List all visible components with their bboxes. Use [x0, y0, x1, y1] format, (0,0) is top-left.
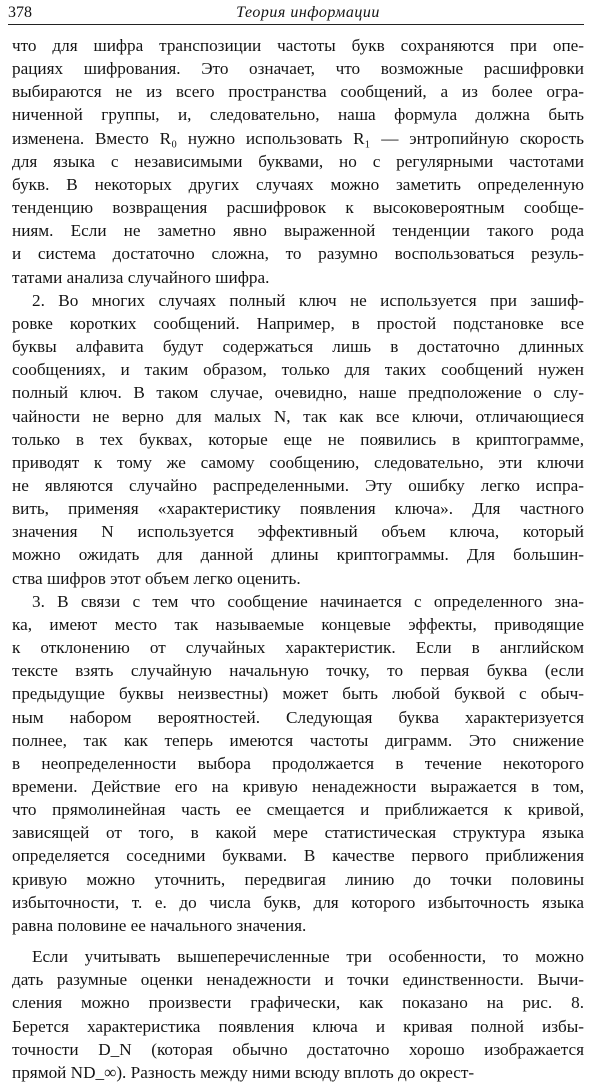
text-line: ства шифров этот объем легко оценить.: [12, 568, 301, 588]
text-line: для языка с независимыми буквами, но с регулярными частотами: [12, 151, 584, 171]
text-line: равна половине ее начального значения.: [12, 915, 307, 935]
text-line: чайности не верно для малых N, так как все ключи, отличающиеся: [12, 406, 584, 426]
text-line: полный ключ. В таком случае, очевидно, наше предположение о слу-: [12, 383, 584, 403]
text-line: и система достаточно сложна, то разумно воспользоваться резуль-: [12, 244, 584, 264]
text-line: что прямолинейная часть ее смещается и приближается к кривой,: [12, 800, 584, 820]
text-line: приводят к тому же самому сообщению, следовательно, эти ключи: [12, 452, 584, 472]
text-line: что для шифра транспозиции частоты букв сохраняются при опе-: [12, 36, 584, 55]
text-line: Если учитывать вышеперечисленные три особенности, то можно: [32, 947, 584, 967]
text-line: изменена. Вместо R₀ нужно использовать R₁ — энтропийную скорость: [12, 128, 584, 148]
text-line: букв. В некоторых других случаях можно заметить определенную: [12, 174, 584, 194]
text-line: избыточности, т. е. до числа букв, для которого избыточность языка: [12, 892, 584, 912]
paragraph-2: [12, 289, 584, 590]
text-line: тексте взять случайную начальную точку, то первая буква (если: [12, 661, 584, 681]
text-line: предыдущие буквы неизвестны) может быть любой буквой с обыч-: [12, 684, 584, 704]
text-line: прямой ND_∞). Разность между ними всюду вплоть до окрест-: [12, 1062, 475, 1082]
text-line: 3. В связи с тем что сообщение начинается с определенного зна-: [32, 591, 584, 611]
text-line: ниченной группы, и, следовательно, наша формула должна быть: [12, 105, 584, 125]
text-line: рациях шифрования. Это означает, что возможные расшифровки: [12, 59, 584, 79]
text-line: полнее, так как теперь имеются частоты диграмм. Это снижение: [12, 730, 584, 750]
text-line: татами анализа случайного шифра.: [12, 267, 270, 287]
text-line: тенденцию возвращения расшифровок к высоковероятным сообще-: [12, 198, 584, 218]
text-line: значения N используется эффективный объем ключа, который: [12, 522, 584, 542]
running-title: Теория информации: [236, 4, 380, 21]
text-line: в неопределенности выбора продолжается в течение некоторого: [12, 753, 584, 773]
text-line: ровке коротких сообщений. Например, в простой подстановке все: [12, 313, 584, 333]
text-line: точности D_N (которая обычно достаточно хорошо изображается: [12, 1039, 584, 1059]
paragraph-1: [12, 34, 584, 289]
text-line: сления можно произвести графически, как показано на рис. 8.: [12, 993, 584, 1013]
text-line: дать разумные оценки ненадежности и точки единственности. Вычи-: [12, 970, 584, 990]
page-number: 378: [8, 4, 32, 21]
text-line: сообщениях, и таким образом, только для таких сообщений нужен: [12, 360, 584, 380]
text-line: времени. Действие его на кривую ненадежности выражается в том,: [12, 777, 584, 796]
paragraph-3: [12, 590, 584, 937]
text-line: не являются случайно распределенными. Эту ошибку легко испра-: [12, 475, 584, 495]
text-line: ка, имеют место так называемые концевые эффекты, приводящие: [12, 614, 584, 634]
text-line: буквы алфавита будут содержаться лишь в достаточно длинных: [12, 337, 584, 357]
text-line: кривую можно уточнить, передвигая линию до точки половины: [12, 869, 584, 889]
running-header: [8, 2, 584, 25]
text-line: к отклонению от случайных характеристик. Если в английском: [12, 638, 584, 658]
text-line: только в тех буквах, которые еще не появились в криптограмме,: [12, 429, 584, 449]
text-line: Берется характеристика появления ключа и кривая полной избы-: [12, 1016, 584, 1036]
text-line: выбираются не из всего пространства сообщений, а из более огра-: [12, 82, 584, 102]
paragraph-4: [12, 945, 584, 1084]
text-line: можно ожидать для данной длины криптограммы. Для большин-: [12, 545, 584, 565]
text-line: зависящей от того, в какой мере статистическая структура языка: [12, 823, 584, 843]
text-line: вить, применяя «характеристику появления ключа». Для частного: [12, 499, 584, 519]
text-line: ным набором вероятностей. Следующая буква характеризуется: [12, 707, 584, 727]
text-line: определяется соседними буквами. В качестве первого приближения: [12, 846, 584, 866]
text-line: 2. Во многих случаях полный ключ не используется при зашиф-: [32, 290, 584, 310]
text-line: ниям. Если не заметно явно выраженной тенденции такого рода: [12, 221, 584, 241]
